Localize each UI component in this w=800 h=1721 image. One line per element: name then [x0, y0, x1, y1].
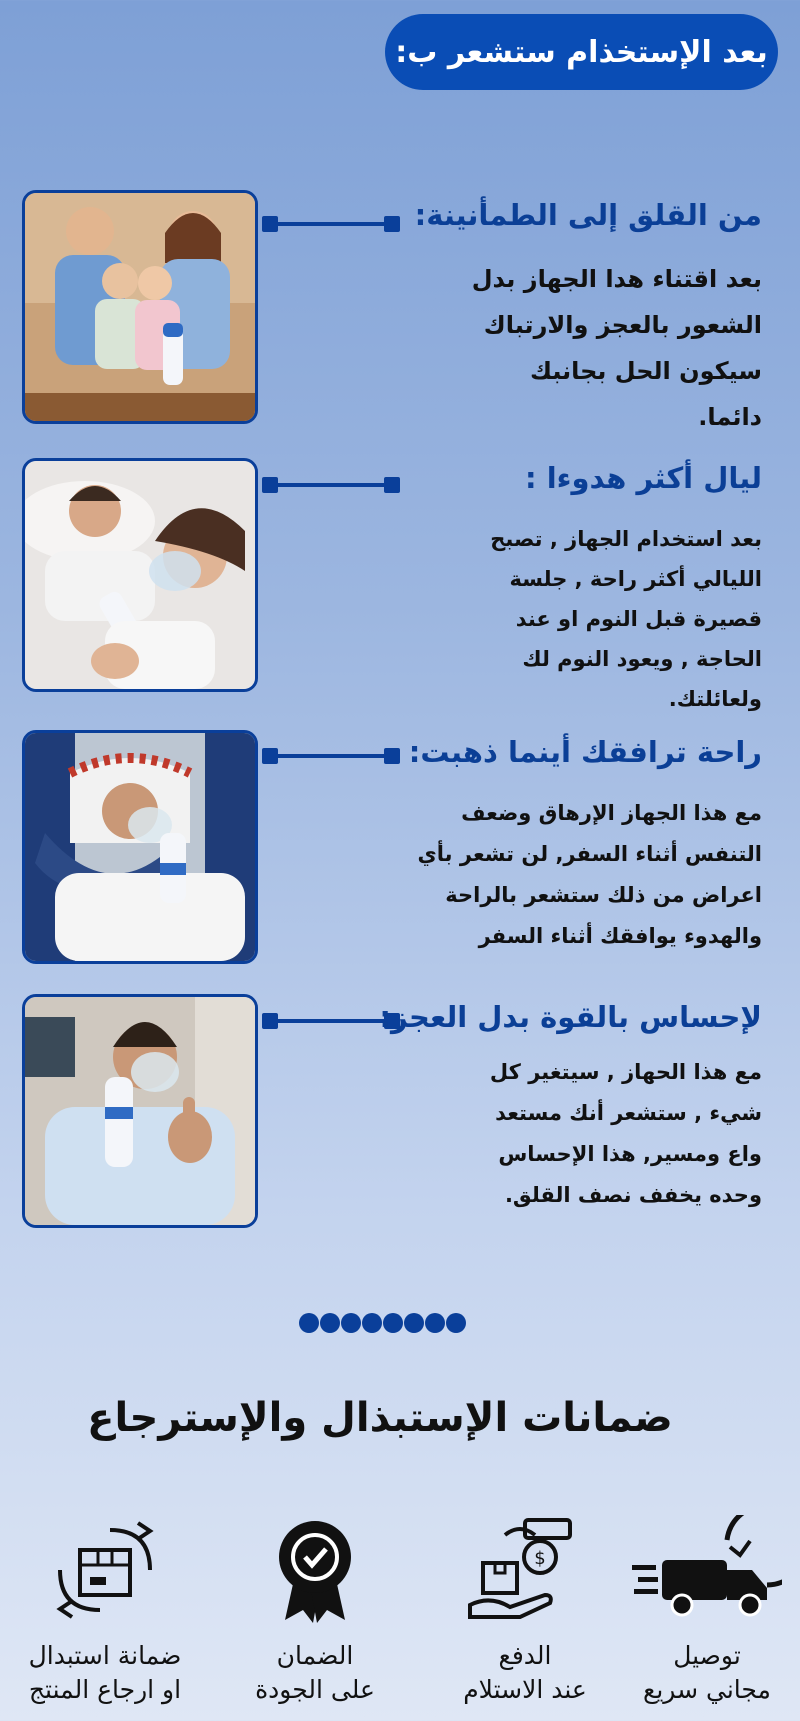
- guarantee-line: على الجودة: [255, 1675, 375, 1704]
- guarantee-item-return: [5, 1515, 205, 1707]
- feature-text: [402, 519, 762, 719]
- feature-line: الليالي أكثر راحة , جلسة: [509, 567, 762, 591]
- cash-on-delivery-icon: [465, 1515, 585, 1625]
- feature-title: من القلق إلى الطمأنينة:: [414, 198, 762, 232]
- thumbs-up-photo: [22, 994, 258, 1228]
- feature-text: [382, 793, 762, 957]
- dots-divider: [299, 1313, 466, 1333]
- header-title: بعد الإستخذام ستشعر ب:: [395, 34, 768, 70]
- guarantee-label: [5, 1639, 205, 1707]
- sleeping-couple-photo: [22, 458, 258, 692]
- feature-line: شيء , ستشعر أنك مستعد: [495, 1101, 762, 1125]
- feature-title: ليال أكثر هدوءا :: [525, 461, 762, 495]
- guarantee-item-delivery: [612, 1515, 800, 1707]
- feature-text: [402, 1052, 762, 1216]
- feature-line: الحاجة , ويعود النوم لك: [522, 647, 762, 671]
- guarantee-line: عند الاستلام: [463, 1675, 587, 1704]
- feature-line: دائما.: [698, 403, 762, 431]
- guarantee-line: مجاني سريع: [643, 1675, 771, 1704]
- feature-line: بعد اقتناء هدا الجهاز بدل: [471, 265, 762, 293]
- guarantee-item-payment: [430, 1515, 620, 1707]
- feature-text: [402, 256, 762, 440]
- feature-line: واع ومسير, هذا الإحساس: [498, 1142, 762, 1166]
- guarantee-item-quality: [220, 1515, 410, 1707]
- guarantee-line: او ارجاع المنتج: [28, 1675, 182, 1704]
- return-box-icon: [50, 1515, 160, 1625]
- guarantee-line: الضمان: [276, 1641, 354, 1670]
- feature-line: مع هذا الجهاز الإرهاق وضعف: [461, 801, 762, 825]
- feature-line: بعد استخدام الجهاز , تصبح: [490, 527, 762, 551]
- feature-line: مع هذا الحهاز , سيتغير كل: [489, 1060, 762, 1084]
- guarantee-label: [220, 1639, 410, 1707]
- feature-line: وحده يخفف نصف القلق.: [504, 1183, 762, 1207]
- guarantee-label: [430, 1639, 620, 1707]
- feature-line: ولعائلتك.: [668, 687, 762, 711]
- feature-line: والهدوء يوافقك أثناء السفر: [478, 924, 762, 948]
- feature-title: لإحساس بالقوة بدل العجز:: [379, 1000, 762, 1034]
- svg-text:$: $: [534, 1548, 546, 1569]
- guarantee-line: توصيل: [673, 1641, 741, 1670]
- feature-title: راحة ترافقك أينما ذهبت:: [408, 735, 762, 769]
- guarantee-line: الدفع: [498, 1641, 552, 1670]
- traveler-photo: [22, 730, 258, 964]
- family-photo: [22, 190, 258, 424]
- guarantees-title: ضمانات الإستبذال والإسترجاع: [87, 1395, 673, 1441]
- quality-badge-icon: [265, 1515, 365, 1625]
- delivery-truck-icon: [632, 1515, 782, 1625]
- guarantee-line: ضمانة استبدال: [28, 1641, 182, 1670]
- guarantee-label: [612, 1639, 800, 1707]
- feature-line: اعراض من ذلك ستشعر بالراحة: [445, 883, 762, 907]
- feature-line: سيكون الحل بجانبك: [529, 357, 762, 385]
- header-badge: [385, 14, 778, 90]
- feature-line: الشعور بالعجز والارتباك: [483, 311, 762, 339]
- feature-line: التنفس أثناء السفر, لن تشعر بأي: [417, 842, 762, 866]
- feature-line: قصيرة قبل النوم او عند: [515, 607, 762, 631]
